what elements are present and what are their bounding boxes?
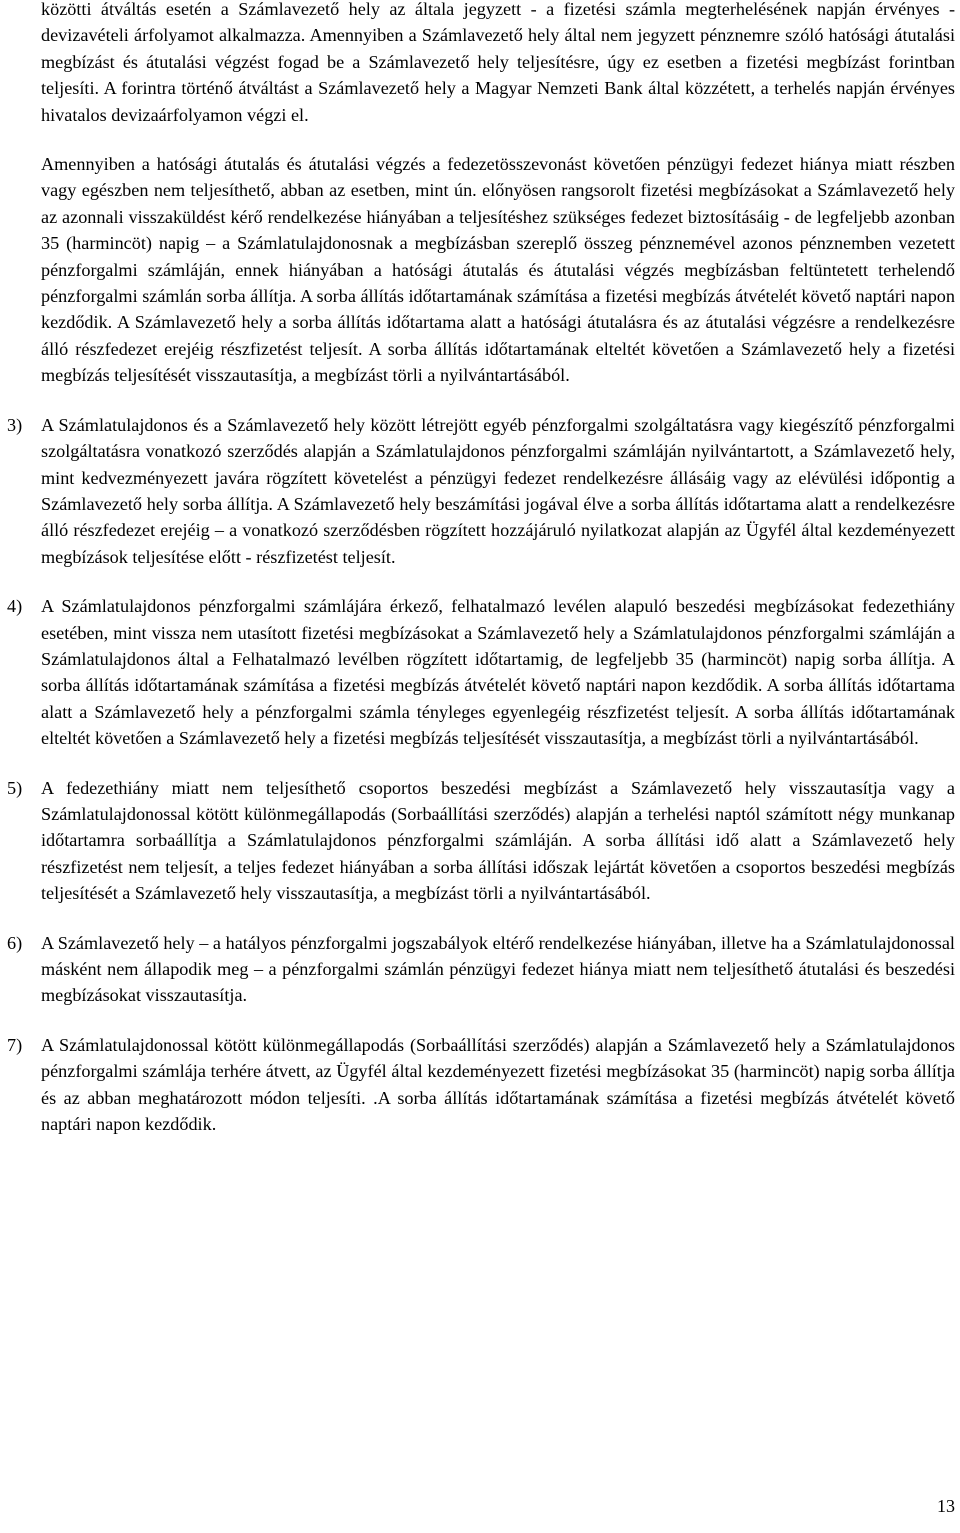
paragraph-continuation: közötti átváltás esetén a Számlavezető hely az általa jegyzett - a fizetési számla megterhelésének napján érvényes - devizavételi árfolyamot alkalmazza. Amennyiben a Számlavezető hely által nem jegyzett pénznemre szóló hatósági átutalási megbízást és átutalási végzést fogad be a Számlavezető hely teljesítésre, úgy ez esetben a fizetési megbízást forintban teljesíti. A forintra történő átváltást a Számlavezető hely a Magyar Nemzeti Bank által közzétett, a terhelés napján érvényes hivatalos devizaárfolyamon végzi el. bbox=[41, 0, 955, 125]
list-item-text: A fedezethiány miatt nem teljesíthető csoportos beszedési megbízást a Számlavezető hely visszautasítja vagy a Számlatulajdonossal kötött különmegállapodás (Sorbaállítási szerződés) alapján a terhelési naptól számított négy munkanap időtartamra sorbaállítja a Számlatulajdonos pénzforgalmi számláján. A sorba állítási idő alatt a Számlavezető hely részfizetést nem teljesít, a teljes fedezet hiányában a sorba állítási időszak lejártát követően a csoportos beszedési megbízás teljesítését a Számlavezető hely visszautasítja, a megbízást törli a nyilvántartásából. bbox=[41, 777, 955, 904]
document-body bbox=[7, 0, 955, 1160]
list-item-5 bbox=[7, 775, 955, 907]
list-number: 3) bbox=[7, 414, 23, 435]
list-item-text: A Számlatulajdonos és a Számlavezető hely között létrejött egyéb pénzforgalmi szolgáltatásra vagy kiegészítő pénzforgalmi szolgáltatásra vonatkozó szerződés alapján a Számlatulajdonos pénzforgalmi számláján nyilvántartott, a Számlavezető hely, mint kedvezményezett javára rögzített követelést a pénzügyi fedezet rendelkezésre állásáig vagy az elévülési időpontig a Számlavezető hely sorba állítja. A Számlavezető hely beszámítási jogával élve a sorba állítás időtartama alatt a rendelkezésre álló részfedezet erejéig – a vonatkozó szerződésben rögzített hozzájáruló nyilatkozat alapján az Ügyfél által kezdeményezett megbízások teljesítése előtt - részfizetést teljesít. bbox=[41, 414, 955, 567]
paragraph-insufficient-funds: Amennyiben a hatósági átutalás és átutalási végzés a fedezetösszevonást követően pénzügyi fedezet hiánya miatt részben vagy egészben nem teljesíthető, abban az esetben, mint ún. előnyösen rangsorolt fizetési megbízásokat a Számlavezető hely az azonnali visszaküldést kérő rendelkezése hiányában a teljesítéshez szükséges fedezet biztosításáig - de legfeljebb azonban 35 (harmincöt) napig – a Számlatulajdonosnak a megbízásban szereplő összeg pénznemével azonos pénznemben vezetett pénzforgalmi számláján, ennek hiányában a hatósági átutalás és átutalási végzés megbízásban feltüntetett terhelendő pénzforgalmi számlán sorba állítja. A sorba állítás időtartamának számítása a fizetési megbízás átvételét követő naptári napon kezdődik. A Számlavezető hely a sorba állítás időtartama alatt a hatósági átutalásra és az átutalási végzésre a rendelkezésre álló részfedezet erejéig részfizetést teljesít. A sorba állítás időtartamának elteltét követően a Számlavezető hely a fizetési megbízás teljesítését visszautasítja, a megbízást törli a nyilvántartásából. bbox=[41, 154, 955, 386]
list-number: 4) bbox=[7, 596, 23, 617]
list-item-text: A Számlatulajdonossal kötött különmegállapodás (Sorbaállítási szerződés) alapján a Számlavezető hely a Számlatulajdonos pénzforgalmi számlája terhére átvett, az Ügyfél által kezdeményezett fizetési megbízásokat 35 (harmincöt) napig sorba állítja és az abban meghatározott módon teljesíti. .A sorba állítás időtartamának számítása a fizetési megbízás átvételét követő naptári napon kezdődik. bbox=[41, 1034, 955, 1135]
list-number: 7) bbox=[7, 1034, 23, 1055]
list-item-text: A Számlavezető hely – a hatályos pénzforgalmi jogszabályok eltérő rendelkezése hiányában, illetve ha a Számlatulajdonossal másként nem állapodik meg – a pénzforgalmi számlán pénzügyi fedezet hiánya miatt nem teljesíthető átutalási és beszedési megbízásokat visszautasítja. bbox=[41, 932, 955, 1006]
list-number: 6) bbox=[7, 932, 23, 953]
list-item-7 bbox=[7, 1032, 955, 1138]
list-item-3 bbox=[7, 412, 955, 570]
list-item-4 bbox=[7, 593, 955, 751]
list-item-6 bbox=[7, 930, 955, 1009]
list-number: 5) bbox=[7, 777, 23, 798]
page-number: 13 bbox=[937, 1496, 955, 1516]
list-item-text: A Számlatulajdonos pénzforgalmi számlájára érkező, felhatalmazó levélen alapuló beszedési megbízásokat fedezethiány esetében, mint vissza nem utasított fizetési megbízásokat a Számlavezető hely a Számlatulajdonos pénzforgalmi számláján a Számlatulajdonos által a Felhatalmazó levélben rögzített időtartamig, de legfeljebb 35 (harmincöt) napig sorba állítja. A sorba állítás időtartamának számítása a fizetési megbízás átvételét követő naptári napon kezdődik. A sorba állítás időtartama alatt a Számlavezető hely a pénzforgalmi számla tényleges egyenlegéig részfizetést teljesít. A sorba állítás időtartamának elteltét követően a Számlavezető hely a fizetési megbízás teljesítését visszautasítja, a megbízást törli a nyilvántartásából. bbox=[41, 596, 955, 749]
